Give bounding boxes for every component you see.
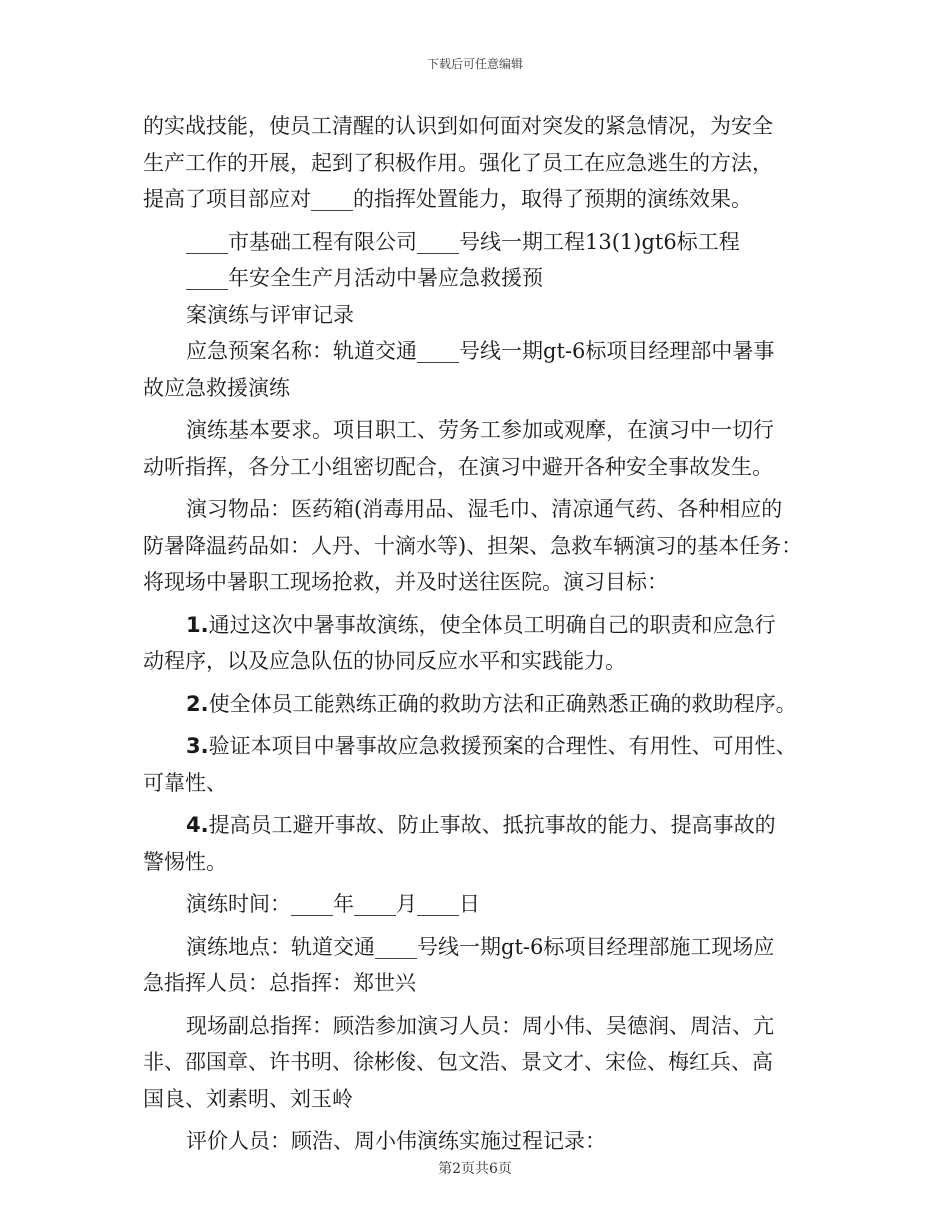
list-number: 1. — [186, 612, 209, 637]
line-text: 通过这次中暑事故演练，使全体员工明确自己的职责和应急行 — [208, 612, 776, 637]
line-text: 提高员工避开事故、防止事故、抵抗事故的能力、提高事故的 — [208, 813, 776, 837]
document-body — [143, 108, 811, 1160]
text-line — [143, 643, 811, 680]
text-line — [143, 844, 811, 881]
text-line — [143, 370, 811, 407]
line-text: ____年安全生产月活动中暑应急救援预 — [186, 266, 543, 290]
text-line — [143, 1008, 811, 1045]
text-line — [143, 886, 811, 923]
line-text: 警惕性。 — [143, 849, 227, 874]
line-text: 现场副总指挥：顾浩参加演习人员：周小伟、吴德润、周洁、亢 — [186, 1013, 774, 1038]
line-text: 非、邵国章、许书明、徐彬俊、包文浩、景文才、宋俭、梅红兵、高 — [143, 1050, 773, 1074]
text-line — [143, 412, 811, 449]
line-text: 应急预案名称：轨道交通____号线一期gt-6标项目经理部中暑事 — [186, 339, 775, 363]
page-footer: 第2页共6页 — [438, 1161, 512, 1177]
text-line — [143, 333, 811, 370]
text-line — [143, 765, 811, 802]
text-line — [143, 1123, 811, 1160]
line-text: 国良、刘素明、刘玉岭 — [143, 1086, 353, 1111]
line-text: 急指挥人员：总指挥：郑世兴 — [143, 971, 416, 995]
text-line — [143, 528, 811, 565]
text-line — [143, 491, 811, 528]
line-text: 演练基本要求。项目职工、劳务工参加或观摩，在演习中一切行 — [186, 418, 774, 442]
text-line — [143, 564, 811, 601]
text-line — [143, 145, 811, 182]
line-text: 使全体员工能熟练正确的救助方法和正确熟悉正确的救助程序。 — [208, 691, 797, 716]
list-number: 4. — [186, 813, 209, 837]
line-text: 评价人员：顾浩、周小伟演练实施过程记录： — [186, 1129, 606, 1153]
text-line — [143, 181, 811, 218]
text-line — [143, 260, 811, 297]
line-text: 动听指挥，各分工小组密切配合，在演习中避开各种安全事故发生。 — [143, 454, 773, 479]
line-text: 演练地点：轨道交通____号线一期gt-6标项目经理部施工现场应 — [186, 934, 775, 959]
list-number: 3. — [186, 734, 209, 758]
text-line — [143, 224, 811, 261]
text-line — [143, 965, 811, 1002]
line-text: 生产工作的开展，起到了积极作用。强化了员工在应急逃生的方法， — [143, 150, 773, 175]
line-text: 将现场中暑职工现场抢救，并及时送往医院。演习目标： — [143, 570, 668, 594]
line-text: 防暑降温药品如：人丹、十滴水等)、担架、急救车辆演习的基本任务： — [143, 533, 803, 558]
text-line — [143, 607, 811, 644]
line-text: 故应急救援演练 — [143, 375, 290, 400]
line-text: 可靠性、 — [143, 770, 227, 795]
text-line — [143, 1044, 811, 1081]
text-line — [143, 686, 811, 723]
text-line — [143, 728, 811, 765]
line-text: 演练时间：____年____月____日 — [186, 892, 480, 916]
page-header: 下载后可任意编辑 — [426, 57, 523, 71]
text-line — [143, 108, 811, 145]
text-line — [143, 297, 811, 334]
text-line — [143, 1081, 811, 1118]
line-text: 验证本项目中暑事故应急救援预案的合理性、有用性、可用性、 — [208, 734, 797, 758]
text-line — [143, 449, 811, 486]
line-text: 案演练与评审记录 — [186, 302, 354, 327]
text-line — [143, 929, 811, 966]
list-number: 2. — [186, 691, 209, 716]
line-text: ____市基础工程有限公司____号线一期工程13(1)gt6标工程 — [186, 229, 740, 254]
line-text: 的实战技能，使员工清醒的认识到如何面对突发的紧急情况，为安全 — [143, 114, 773, 138]
text-line — [143, 807, 811, 844]
line-text: 演习物品：医药箱(消毒用品、湿毛巾、清凉通气药、各种相应的 — [186, 497, 783, 521]
line-text: 动程序，以及应急队伍的协同反应水平和实践能力。 — [143, 649, 626, 673]
line-text: 提高了项目部应对____的指挥处置能力，取得了预期的演练效果。 — [143, 187, 752, 211]
